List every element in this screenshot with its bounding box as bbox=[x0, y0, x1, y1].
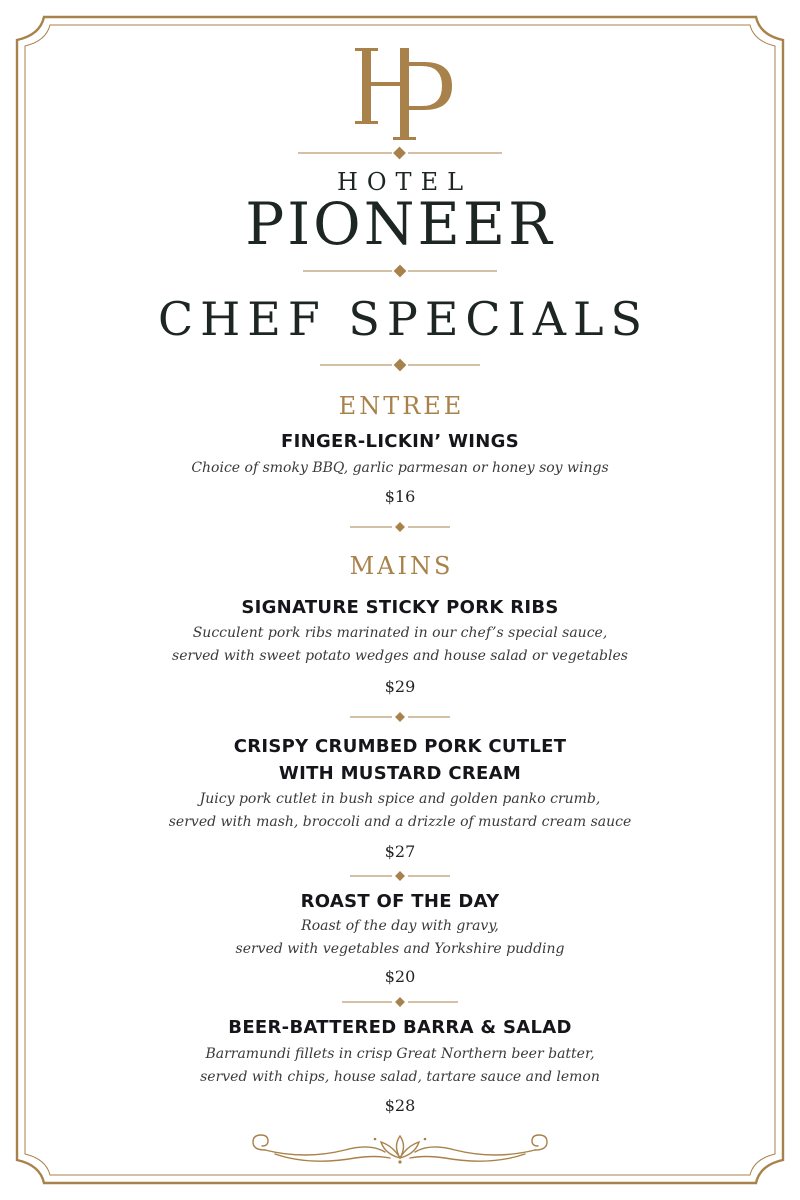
menu-item-price: $16 bbox=[384, 487, 416, 506]
ornament-divider bbox=[0, 146, 800, 160]
ornament-divider bbox=[0, 264, 800, 278]
menu-item-description: Choice of smoky BBQ, garlic parmesan or honey soy wings bbox=[191, 460, 609, 476]
pioneer-wordmark: PIONEER bbox=[245, 190, 555, 258]
menu-item-price: $20 bbox=[384, 967, 416, 986]
menu-item-description: Succulent pork ribs marinated in our chef’s special sauce, served with sweet potato wedges and house salad or vegetables bbox=[172, 625, 628, 664]
ornament-divider bbox=[0, 869, 800, 883]
section-heading-mains: MAINS bbox=[349, 552, 454, 580]
menu-item-name: FINGER-LICKIN’ WINGS bbox=[280, 431, 519, 452]
menu-item-name: SIGNATURE STICKY PORK RIBS bbox=[241, 597, 559, 618]
menu-item-name: BEER-BATTERED BARRA & SALAD bbox=[228, 1017, 572, 1038]
hp-monogram-logo bbox=[350, 40, 460, 144]
page-title: CHEF SPECIALS bbox=[157, 292, 650, 346]
menu-item-name: ROAST OF THE DAY bbox=[300, 891, 500, 912]
ornament-divider bbox=[0, 710, 800, 724]
section-heading-entree: ENTREE bbox=[338, 392, 465, 420]
menu-item-description: Juicy pork cutlet in bush spice and golden panko crumb, served with mash, broccoli and a drizzle of mustard cream sauce bbox=[168, 791, 632, 830]
menu-item-price: $29 bbox=[384, 677, 416, 696]
ornament-divider bbox=[0, 520, 800, 534]
flourish-ornament bbox=[245, 1128, 555, 1170]
ornament-divider bbox=[0, 995, 800, 1009]
menu-item-price: $28 bbox=[384, 1096, 416, 1115]
hotel-wordmark: HOTEL bbox=[336, 168, 473, 196]
menu-item-price: $27 bbox=[384, 842, 416, 861]
ornament-divider bbox=[0, 358, 800, 372]
menu-item-description: Barramundi fillets in crisp Great Northern beer batter, served with chips, house salad, tartare sauce and lemon bbox=[200, 1046, 600, 1085]
menu-item-description: Roast of the day with gravy, served with vegetables and Yorkshire pudding bbox=[235, 918, 565, 957]
menu-item-name: CRISPY CRUMBED PORK CUTLET WITH MUSTARD CREAM bbox=[233, 736, 567, 784]
